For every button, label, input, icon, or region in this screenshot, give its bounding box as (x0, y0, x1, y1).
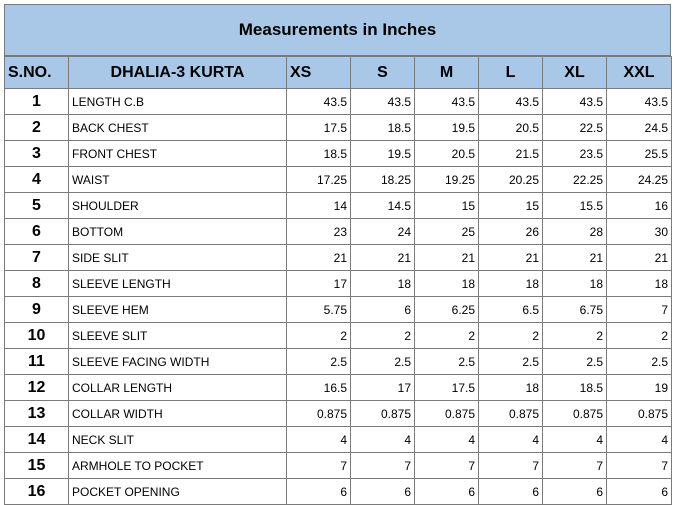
table-row (5, 115, 672, 141)
row-value-cell: 5.75 (287, 297, 351, 323)
row-sno: 16 (5, 479, 69, 505)
row-value-cell: 4 (543, 427, 607, 453)
row-value-cell: 2 (351, 323, 415, 349)
row-measurement-label: LENGTH C.B (69, 89, 287, 115)
row-sno: 13 (5, 401, 69, 427)
row-value-cell: 6.75 (543, 297, 607, 323)
row-value-cell: 43.5 (415, 89, 479, 115)
sheet-title: Measurements in Inches (4, 4, 671, 56)
row-value-cell: 20.5 (415, 141, 479, 167)
row-measurement-label: NECK SLIT (69, 427, 287, 453)
header-product-name: DHALIA-3 KURTA (69, 57, 287, 89)
row-value-cell: 6 (479, 479, 543, 505)
row-value-cell: 2.5 (351, 349, 415, 375)
row-value-cell: 20.25 (479, 167, 543, 193)
row-value-cell: 18 (479, 271, 543, 297)
row-sno: 12 (5, 375, 69, 401)
row-value-cell: 15 (415, 193, 479, 219)
row-value-cell: 6 (287, 479, 351, 505)
row-value-cell: 19.25 (415, 167, 479, 193)
row-value-cell: 23 (287, 219, 351, 245)
row-value-cell: 2.5 (415, 349, 479, 375)
row-value-cell: 21 (479, 245, 543, 271)
row-sno: 2 (5, 115, 69, 141)
row-value-cell: 7 (479, 453, 543, 479)
row-value-cell: 18.25 (351, 167, 415, 193)
row-sno: 10 (5, 323, 69, 349)
row-value-cell: 24.25 (607, 167, 672, 193)
row-value-cell: 43.5 (479, 89, 543, 115)
row-value-cell: 18 (607, 271, 672, 297)
row-value-cell: 43.5 (287, 89, 351, 115)
row-sno: 1 (5, 89, 69, 115)
row-value-cell: 7 (543, 453, 607, 479)
row-value-cell: 0.875 (351, 401, 415, 427)
table-row (5, 89, 672, 115)
row-value-cell: 0.875 (543, 401, 607, 427)
row-value-cell: 25 (415, 219, 479, 245)
row-value-cell: 14 (287, 193, 351, 219)
row-value-cell: 6 (607, 479, 672, 505)
table-row (5, 427, 672, 453)
table-row (5, 271, 672, 297)
row-value-cell: 6.25 (415, 297, 479, 323)
header-size-xl: XL (543, 57, 607, 89)
row-value-cell: 6 (415, 479, 479, 505)
table-row (5, 453, 672, 479)
row-value-cell: 17.5 (287, 115, 351, 141)
row-sno: 5 (5, 193, 69, 219)
row-value-cell: 2.5 (287, 349, 351, 375)
row-measurement-label: SLEEVE SLIT (69, 323, 287, 349)
row-value-cell: 26 (479, 219, 543, 245)
row-measurement-label: COLLAR LENGTH (69, 375, 287, 401)
row-sno: 3 (5, 141, 69, 167)
row-value-cell: 18 (543, 271, 607, 297)
row-sno: 9 (5, 297, 69, 323)
row-measurement-label: SIDE SLIT (69, 245, 287, 271)
row-value-cell: 4 (351, 427, 415, 453)
row-value-cell: 19.5 (351, 141, 415, 167)
table-row (5, 167, 672, 193)
row-value-cell: 21.5 (479, 141, 543, 167)
row-measurement-label: COLLAR WIDTH (69, 401, 287, 427)
table-row (5, 401, 672, 427)
row-value-cell: 21 (607, 245, 672, 271)
table-row (5, 219, 672, 245)
row-value-cell: 20.5 (479, 115, 543, 141)
header-sno: S.NO. (5, 57, 69, 89)
row-sno: 6 (5, 219, 69, 245)
row-value-cell: 2 (415, 323, 479, 349)
row-value-cell: 4 (415, 427, 479, 453)
row-value-cell: 19 (607, 375, 672, 401)
row-sno: 11 (5, 349, 69, 375)
header-size-xs: XS (287, 57, 351, 89)
row-value-cell: 14.5 (351, 193, 415, 219)
row-value-cell: 18.5 (543, 375, 607, 401)
row-sno: 7 (5, 245, 69, 271)
table-row (5, 375, 672, 401)
row-value-cell: 18 (415, 271, 479, 297)
row-value-cell: 7 (287, 453, 351, 479)
table-row (5, 193, 672, 219)
row-value-cell: 18 (479, 375, 543, 401)
row-value-cell: 2.5 (479, 349, 543, 375)
table-row (5, 297, 672, 323)
row-value-cell: 21 (543, 245, 607, 271)
header-size-xxl: XXL (607, 57, 672, 89)
row-value-cell: 0.875 (287, 401, 351, 427)
row-value-cell: 15.5 (543, 193, 607, 219)
row-value-cell: 17 (287, 271, 351, 297)
row-value-cell: 43.5 (607, 89, 672, 115)
row-measurement-label: FRONT CHEST (69, 141, 287, 167)
row-measurement-label: SHOULDER (69, 193, 287, 219)
row-value-cell: 21 (351, 245, 415, 271)
row-value-cell: 15 (479, 193, 543, 219)
row-value-cell: 17 (351, 375, 415, 401)
row-sno: 8 (5, 271, 69, 297)
row-measurement-label: SLEEVE LENGTH (69, 271, 287, 297)
row-value-cell: 4 (287, 427, 351, 453)
row-value-cell: 28 (543, 219, 607, 245)
row-sno: 14 (5, 427, 69, 453)
row-measurement-label: SLEEVE FACING WIDTH (69, 349, 287, 375)
measurement-table (4, 56, 672, 505)
row-value-cell: 4 (607, 427, 672, 453)
row-value-cell: 17.25 (287, 167, 351, 193)
table-row (5, 349, 672, 375)
row-measurement-label: BOTTOM (69, 219, 287, 245)
header-size-m: M (415, 57, 479, 89)
row-value-cell: 25.5 (607, 141, 672, 167)
row-value-cell: 2 (607, 323, 672, 349)
row-value-cell: 18.5 (287, 141, 351, 167)
row-value-cell: 7 (351, 453, 415, 479)
row-value-cell: 6.5 (479, 297, 543, 323)
row-value-cell: 19.5 (415, 115, 479, 141)
row-measurement-label: SLEEVE HEM (69, 297, 287, 323)
row-value-cell: 23.5 (543, 141, 607, 167)
row-value-cell: 43.5 (543, 89, 607, 115)
header-size-s: S (351, 57, 415, 89)
measurement-sheet (4, 4, 671, 505)
row-measurement-label: ARMHOLE TO POCKET (69, 453, 287, 479)
row-value-cell: 6 (351, 479, 415, 505)
row-value-cell: 16 (607, 193, 672, 219)
row-value-cell: 2 (543, 323, 607, 349)
row-sno: 4 (5, 167, 69, 193)
row-value-cell: 43.5 (351, 89, 415, 115)
row-value-cell: 4 (479, 427, 543, 453)
row-value-cell: 0.875 (479, 401, 543, 427)
row-value-cell: 6 (351, 297, 415, 323)
row-value-cell: 22.5 (543, 115, 607, 141)
header-row (5, 57, 672, 89)
row-value-cell: 2.5 (543, 349, 607, 375)
header-size-l: L (479, 57, 543, 89)
table-row (5, 479, 672, 505)
row-value-cell: 0.875 (415, 401, 479, 427)
row-value-cell: 6 (543, 479, 607, 505)
row-value-cell: 7 (415, 453, 479, 479)
row-value-cell: 30 (607, 219, 672, 245)
row-value-cell: 24 (351, 219, 415, 245)
row-measurement-label: WAIST (69, 167, 287, 193)
row-value-cell: 2.5 (607, 349, 672, 375)
row-value-cell: 7 (607, 297, 672, 323)
table-row (5, 141, 672, 167)
row-value-cell: 22.25 (543, 167, 607, 193)
row-value-cell: 2 (287, 323, 351, 349)
row-value-cell: 16.5 (287, 375, 351, 401)
row-value-cell: 7 (607, 453, 672, 479)
row-value-cell: 0.875 (607, 401, 672, 427)
row-value-cell: 21 (287, 245, 351, 271)
row-sno: 15 (5, 453, 69, 479)
table-row (5, 245, 672, 271)
row-value-cell: 24.5 (607, 115, 672, 141)
table-row (5, 323, 672, 349)
row-value-cell: 18.5 (351, 115, 415, 141)
row-measurement-label: POCKET OPENING (69, 479, 287, 505)
row-value-cell: 2 (479, 323, 543, 349)
row-value-cell: 17.5 (415, 375, 479, 401)
row-measurement-label: BACK CHEST (69, 115, 287, 141)
row-value-cell: 21 (415, 245, 479, 271)
row-value-cell: 18 (351, 271, 415, 297)
